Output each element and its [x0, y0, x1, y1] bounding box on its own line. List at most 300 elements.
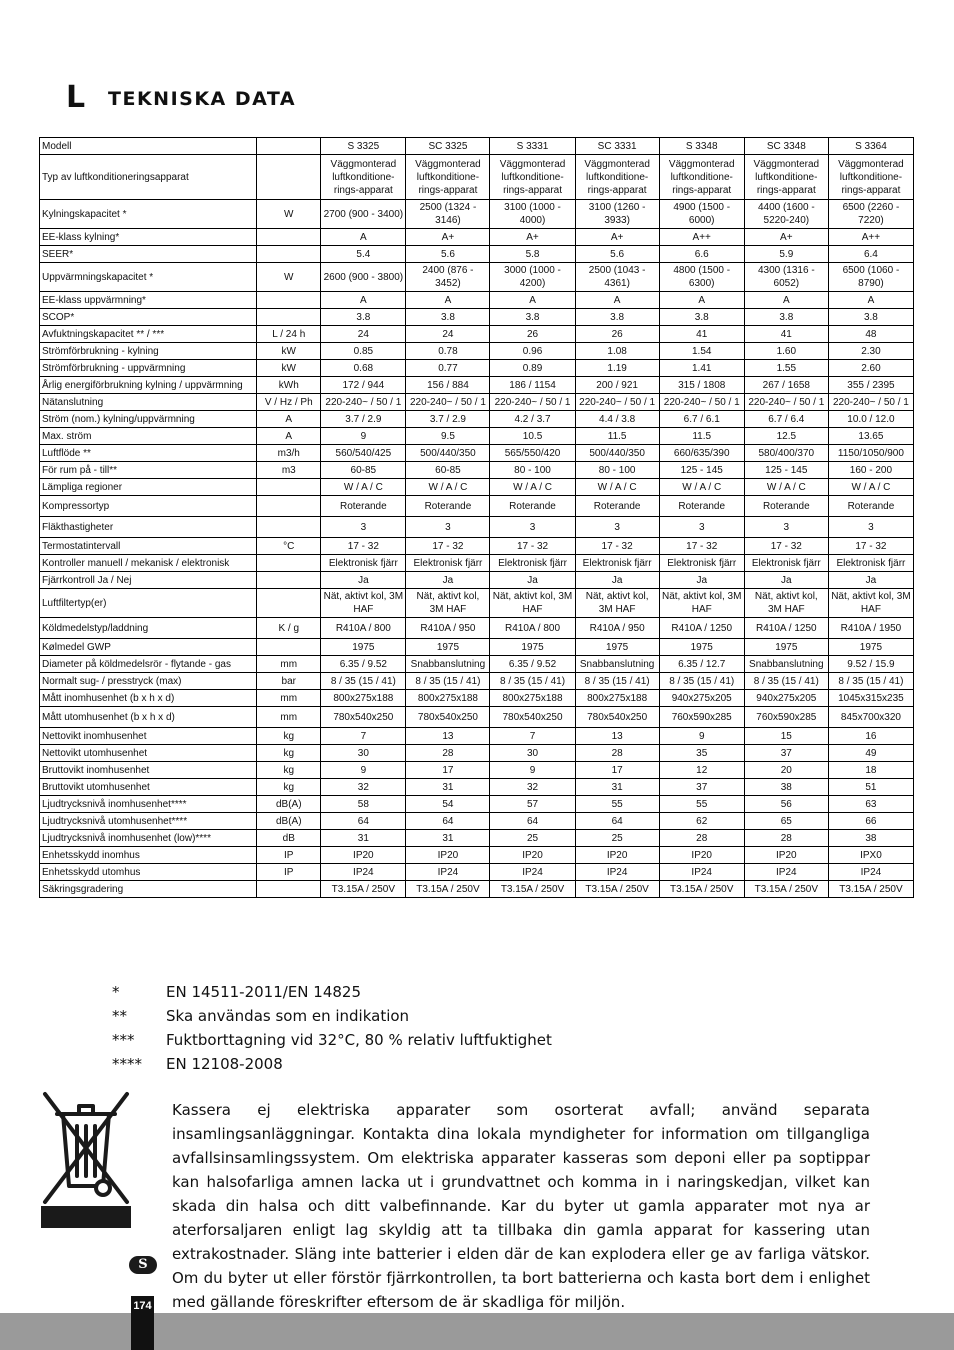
table-row: [40, 263, 914, 292]
table-cell: 3000 (1000 - 4200): [490, 263, 575, 292]
table-row: [40, 428, 914, 445]
table-cell: Roterande: [744, 496, 828, 517]
table-row: [40, 343, 914, 360]
table-cell: 38: [828, 830, 913, 847]
table-cell: 580/400/370: [744, 445, 828, 462]
table-cell: 11.5: [575, 428, 659, 445]
table-cell: 780x540x250: [490, 707, 575, 728]
table-cell: Roterande: [828, 496, 913, 517]
table-cell: Ja: [321, 572, 406, 589]
table-row: [40, 292, 914, 309]
table-cell: W / A / C: [406, 479, 490, 496]
row-unit: kW: [257, 360, 321, 377]
row-label: Bruttovikt utomhusenhet: [40, 779, 257, 796]
table-row: [40, 377, 914, 394]
table-cell: 1975: [828, 639, 913, 656]
table-cell: R410A / 1250: [659, 618, 744, 639]
row-unit: °C: [257, 538, 321, 555]
table-cell: 5.9: [744, 246, 828, 263]
table-cell: 1045x315x235: [828, 690, 913, 707]
footnote-text: Ska användas som en indikation: [166, 1007, 410, 1025]
table-cell: 48: [828, 326, 913, 343]
table-cell: 1.19: [575, 360, 659, 377]
row-unit: K / g: [257, 618, 321, 639]
table-cell: A++: [828, 229, 913, 246]
table-row: [40, 138, 914, 155]
row-label: Lämpliga regioner: [40, 479, 257, 496]
table-cell: 41: [659, 326, 744, 343]
table-cell: 9: [659, 728, 744, 745]
table-cell: 28: [659, 830, 744, 847]
row-unit: m3/h: [257, 445, 321, 462]
row-unit: [257, 639, 321, 656]
table-cell: W / A / C: [490, 479, 575, 496]
table-cell: 800x275x188: [490, 690, 575, 707]
table-row: [40, 246, 914, 263]
table-cell: 2400 (876 - 3452): [406, 263, 490, 292]
row-label: Nettovikt inomhusenhet: [40, 728, 257, 745]
page-number: 174: [133, 1300, 152, 1312]
table-cell: 560/540/425: [321, 445, 406, 462]
table-cell: IPX0: [828, 847, 913, 864]
table-row: [40, 618, 914, 639]
table-cell: Nät, aktivt kol, 3M HAF: [490, 589, 575, 618]
table-cell: A: [744, 292, 828, 309]
table-cell: 3.8: [828, 309, 913, 326]
table-row: [40, 517, 914, 538]
footnote-symbol: ****: [112, 1055, 142, 1073]
table-cell: IP24: [828, 864, 913, 881]
table-cell: 5.4: [321, 246, 406, 263]
row-label: Mått inomhusenhet (b x h x d): [40, 690, 257, 707]
table-cell: 35: [659, 745, 744, 762]
table-row: [40, 830, 914, 847]
table-cell: Elektronisk fjärr: [406, 555, 490, 572]
row-unit: kg: [257, 762, 321, 779]
table-cell: T3.15A / 250V: [321, 881, 406, 898]
table-cell: 1150/1050/900: [828, 445, 913, 462]
table-cell: 8 / 35 (15 / 41): [828, 673, 913, 690]
row-label: Ljudtrycksnivå inomhusenhet (low)****: [40, 830, 257, 847]
table-row: [40, 813, 914, 830]
row-label: Årlig energiförbrukning kylning / uppvärmning: [40, 377, 257, 394]
table-cell: S 3348: [659, 138, 744, 155]
table-cell: 3.8: [575, 309, 659, 326]
table-cell: 315 / 1808: [659, 377, 744, 394]
table-cell: Väggmonterad luftkonditione-rings-apparat: [406, 155, 490, 200]
table-cell: R410A / 950: [406, 618, 490, 639]
row-label: Luftflöde **: [40, 445, 257, 462]
table-cell: 7: [321, 728, 406, 745]
table-cell: Ja: [490, 572, 575, 589]
table-cell: 160 - 200: [828, 462, 913, 479]
table-cell: 3.8: [321, 309, 406, 326]
row-unit: dB: [257, 830, 321, 847]
table-cell: 3100 (1000 - 4000): [490, 200, 575, 229]
row-unit: m3: [257, 462, 321, 479]
table-cell: 60-85: [406, 462, 490, 479]
table-cell: 31: [575, 779, 659, 796]
table-cell: 8 / 35 (15 / 41): [490, 673, 575, 690]
row-unit: IP: [257, 864, 321, 881]
table-cell: 3.7 / 2.9: [321, 411, 406, 428]
table-cell: 125 - 145: [659, 462, 744, 479]
table-cell: 9: [490, 762, 575, 779]
table-row: [40, 656, 914, 673]
table-cell: IP24: [575, 864, 659, 881]
table-cell: 37: [659, 779, 744, 796]
table-cell: 9.52 / 15.9: [828, 656, 913, 673]
table-row: [40, 847, 914, 864]
table-cell: Väggmonterad luftkonditione-rings-apparat: [575, 155, 659, 200]
table-cell: 0.96: [490, 343, 575, 360]
table-cell: 8 / 35 (15 / 41): [744, 673, 828, 690]
table-cell: Nät, aktivt kol, 3M HAF: [659, 589, 744, 618]
row-unit: [257, 496, 321, 517]
table-cell: 24: [406, 326, 490, 343]
table-cell: 6.35 / 12.7: [659, 656, 744, 673]
table-cell: Väggmonterad luftkonditione-rings-apparat: [828, 155, 913, 200]
table-cell: IP20: [321, 847, 406, 864]
table-row: [40, 496, 914, 517]
table-cell: 31: [321, 830, 406, 847]
row-label: Ljudtrycksnivå utomhusenhet****: [40, 813, 257, 830]
row-label: Mått utomhusenhet (b x h x d): [40, 707, 257, 728]
footnote: [112, 1052, 552, 1076]
table-cell: 1.41: [659, 360, 744, 377]
table-cell: SC 3348: [744, 138, 828, 155]
table-row: [40, 779, 914, 796]
row-unit: [257, 229, 321, 246]
table-cell: 58: [321, 796, 406, 813]
row-label: Kontroller manuell / mekanisk / elektronisk: [40, 555, 257, 572]
table-row: [40, 589, 914, 618]
row-label: Modell: [40, 138, 257, 155]
table-cell: 6.4: [828, 246, 913, 263]
table-cell: 220-240~ / 50 / 1: [744, 394, 828, 411]
table-cell: 1.08: [575, 343, 659, 360]
table-cell: 3100 (1260 - 3933): [575, 200, 659, 229]
table-cell: A+: [744, 229, 828, 246]
row-unit: [257, 572, 321, 589]
table-cell: 2700 (900 - 3400): [321, 200, 406, 229]
table-cell: 940x275x205: [659, 690, 744, 707]
table-cell: 1.54: [659, 343, 744, 360]
row-label: Avfuktningskapacitet ** / ***: [40, 326, 257, 343]
table-cell: 1975: [321, 639, 406, 656]
table-cell: 6.6: [659, 246, 744, 263]
table-cell: 11.5: [659, 428, 744, 445]
table-cell: 5.6: [575, 246, 659, 263]
table-cell: 660/635/390: [659, 445, 744, 462]
table-cell: 17: [406, 762, 490, 779]
row-label: Bruttovikt inomhusenhet: [40, 762, 257, 779]
table-cell: 1975: [659, 639, 744, 656]
table-cell: 17 - 32: [321, 538, 406, 555]
table-cell: T3.15A / 250V: [828, 881, 913, 898]
footnote-symbol: *: [112, 983, 120, 1001]
footnote-symbol: ***: [112, 1031, 135, 1049]
table-cell: 220-240~ / 50 / 1: [321, 394, 406, 411]
table-cell: 3.8: [744, 309, 828, 326]
table-cell: A: [490, 292, 575, 309]
table-cell: 4400 (1600 - 5220-240): [744, 200, 828, 229]
row-unit: [257, 138, 321, 155]
row-label: Säkringsgradering: [40, 881, 257, 898]
table-cell: 25: [490, 830, 575, 847]
crossed-out-wheelie-bin-icon: [41, 1088, 131, 1206]
table-cell: 500/440/350: [575, 445, 659, 462]
table-cell: Nät, aktivt kol, 3M HAF: [744, 589, 828, 618]
table-cell: Ja: [828, 572, 913, 589]
table-cell: Roterande: [406, 496, 490, 517]
table-cell: T3.15A / 250V: [406, 881, 490, 898]
table-cell: T3.15A / 250V: [490, 881, 575, 898]
table-cell: 38: [744, 779, 828, 796]
table-cell: Elektronisk fjärr: [744, 555, 828, 572]
row-unit: W: [257, 263, 321, 292]
row-label: Typ av luftkonditioneringsapparat: [40, 155, 257, 200]
table-cell: 6.7 / 6.1: [659, 411, 744, 428]
table-cell: A+: [575, 229, 659, 246]
table-cell: 220-240~ / 50 / 1: [828, 394, 913, 411]
table-cell: 5.6: [406, 246, 490, 263]
table-cell: Ja: [406, 572, 490, 589]
table-cell: IP20: [406, 847, 490, 864]
table-cell: R410A / 800: [490, 618, 575, 639]
table-cell: 60-85: [321, 462, 406, 479]
table-cell: 940x275x205: [744, 690, 828, 707]
table-row: [40, 326, 914, 343]
table-cell: 80 - 100: [575, 462, 659, 479]
table-cell: SC 3331: [575, 138, 659, 155]
table-cell: A++: [659, 229, 744, 246]
table-cell: Elektronisk fjärr: [575, 555, 659, 572]
row-unit: A: [257, 428, 321, 445]
table-cell: Roterande: [575, 496, 659, 517]
table-cell: 156 / 884: [406, 377, 490, 394]
table-cell: 17 - 32: [659, 538, 744, 555]
table-cell: 13: [406, 728, 490, 745]
table-cell: 3: [575, 517, 659, 538]
table-cell: 2.30: [828, 343, 913, 360]
table-row: [40, 745, 914, 762]
row-unit: mm: [257, 690, 321, 707]
row-unit: [257, 555, 321, 572]
table-cell: 500/440/350: [406, 445, 490, 462]
table-cell: 12.5: [744, 428, 828, 445]
row-label: Nätanslutning: [40, 394, 257, 411]
footnote: [112, 1004, 552, 1028]
table-cell: R410A / 800: [321, 618, 406, 639]
table-cell: R410A / 1950: [828, 618, 913, 639]
table-cell: 4300 (1316 - 6052): [744, 263, 828, 292]
footnote-text: EN 12108-2008: [166, 1055, 283, 1073]
table-cell: S 3364: [828, 138, 913, 155]
row-label: EE-klass kylning*: [40, 229, 257, 246]
table-cell: 7: [490, 728, 575, 745]
row-label: Köldmedelstyp/laddning: [40, 618, 257, 639]
table-cell: 0.68: [321, 360, 406, 377]
table-cell: 760x590x285: [659, 707, 744, 728]
row-label: Kompressortyp: [40, 496, 257, 517]
row-label: Kølmedel GWP: [40, 639, 257, 656]
table-cell: W / A / C: [321, 479, 406, 496]
row-label: Diameter på köldmedelsrör - flytande - gas: [40, 656, 257, 673]
table-cell: Roterande: [490, 496, 575, 517]
table-cell: Elektronisk fjärr: [321, 555, 406, 572]
table-cell: S 3331: [490, 138, 575, 155]
table-cell: 26: [490, 326, 575, 343]
row-label: Enhetsskydd inomhus: [40, 847, 257, 864]
table-cell: 56: [744, 796, 828, 813]
table-row: [40, 864, 914, 881]
footnote-text: Fuktborttagning vid 32°C, 80 % relativ luftfuktighet: [166, 1031, 552, 1049]
row-label: SCOP*: [40, 309, 257, 326]
table-cell: 8 / 35 (15 / 41): [406, 673, 490, 690]
table-cell: 565/550/420: [490, 445, 575, 462]
table-cell: IP24: [659, 864, 744, 881]
row-unit: kWh: [257, 377, 321, 394]
table-row: [40, 572, 914, 589]
table-cell: 6500 (1060 - 8790): [828, 263, 913, 292]
table-cell: Roterande: [321, 496, 406, 517]
row-unit: bar: [257, 673, 321, 690]
row-label: Uppvärmningskapacitet *: [40, 263, 257, 292]
table-cell: Nät, aktivt kol, 3M HAF: [575, 589, 659, 618]
table-cell: W / A / C: [659, 479, 744, 496]
table-cell: 0.85: [321, 343, 406, 360]
table-row: [40, 762, 914, 779]
footnote-text: EN 14511-2011/EN 14825: [166, 983, 362, 1001]
table-cell: 54: [406, 796, 490, 813]
footnotes: [112, 980, 552, 1076]
table-cell: W / A / C: [744, 479, 828, 496]
table-cell: 10.5: [490, 428, 575, 445]
table-cell: 15: [744, 728, 828, 745]
row-unit: mm: [257, 707, 321, 728]
table-cell: 355 / 2395: [828, 377, 913, 394]
table-cell: 63: [828, 796, 913, 813]
disposal-paragraph: Kassera ej elektriska apparater som osorterat avfall; använd separata insamlingsanläggningar. Kontakta dina lokala myndigheter for information om tillgangliga avfallsinsamlingssystem. Om elektriska apparater kasseras som deponi eller pa soptippar kan halsofarliga amnen lacka ut i grundvattnet och komma in i naringskedjan, vilket kan skada din halsa och ditt valbefinnande. Kar du byter ut gamla apparater mot nya ar aterforsaljaren enligt lag skyldig att ta tillbaka din gamla apparat for kassering utan extrakostnader. Släng inte batterier i elden där de kan explodera eller ge av farliga vätskor. Om du byter ut eller förstör fjärrkontrollen, ta bort batterierna och kasta bort dem i enlighet med gällande föreskrifter eftersom de är skadliga för miljön.: [172, 1101, 870, 1311]
table-cell: 55: [575, 796, 659, 813]
row-unit: [257, 155, 321, 200]
table-cell: 9: [321, 428, 406, 445]
table-cell: 780x540x250: [321, 707, 406, 728]
table-cell: 3.8: [490, 309, 575, 326]
table-cell: 32: [321, 779, 406, 796]
table-cell: Nät, aktivt kol, 3M HAF: [406, 589, 490, 618]
table-cell: 125 - 145: [744, 462, 828, 479]
table-cell: 1.60: [744, 343, 828, 360]
table-cell: 25: [575, 830, 659, 847]
table-cell: 28: [406, 745, 490, 762]
table-cell: 13.65: [828, 428, 913, 445]
table-cell: Ja: [744, 572, 828, 589]
table-cell: 1975: [490, 639, 575, 656]
table-cell: 17 - 32: [406, 538, 490, 555]
table-cell: T3.15A / 250V: [659, 881, 744, 898]
table-cell: 51: [828, 779, 913, 796]
table-cell: 13: [575, 728, 659, 745]
table-cell: 24: [321, 326, 406, 343]
table-cell: A+: [490, 229, 575, 246]
table-cell: 3: [744, 517, 828, 538]
row-unit: kg: [257, 779, 321, 796]
row-unit: kg: [257, 745, 321, 762]
table-cell: A: [659, 292, 744, 309]
table-cell: 220-240~ / 50 / 1: [406, 394, 490, 411]
table-cell: 9.5: [406, 428, 490, 445]
table-row: [40, 462, 914, 479]
row-unit: A: [257, 411, 321, 428]
row-label: Strömförbrukning - kylning: [40, 343, 257, 360]
table-cell: IP20: [744, 847, 828, 864]
table-cell: 800x275x188: [575, 690, 659, 707]
row-unit: [257, 309, 321, 326]
row-unit: kW: [257, 343, 321, 360]
table-row: [40, 881, 914, 898]
table-cell: 16: [828, 728, 913, 745]
table-cell: 6.7 / 6.4: [744, 411, 828, 428]
row-unit: [257, 517, 321, 538]
table-cell: IP24: [490, 864, 575, 881]
row-label: Fläkthastigheter: [40, 517, 257, 538]
table-cell: Ja: [659, 572, 744, 589]
weee-symbol: [41, 1088, 131, 1228]
table-cell: A: [321, 229, 406, 246]
table-cell: IP20: [659, 847, 744, 864]
table-cell: W / A / C: [828, 479, 913, 496]
table-cell: 49: [828, 745, 913, 762]
table-cell: 66: [828, 813, 913, 830]
row-label: EE-klass uppvärmning*: [40, 292, 257, 309]
table-row: [40, 707, 914, 728]
table-cell: T3.15A / 250V: [575, 881, 659, 898]
table-cell: 845x700x320: [828, 707, 913, 728]
table-row: [40, 639, 914, 656]
table-cell: IP24: [406, 864, 490, 881]
table-cell: 17 - 32: [744, 538, 828, 555]
table-cell: 17: [575, 762, 659, 779]
table-cell: 1975: [575, 639, 659, 656]
table-cell: 3: [659, 517, 744, 538]
table-cell: 3.7 / 2.9: [406, 411, 490, 428]
table-cell: 65: [744, 813, 828, 830]
row-label: För rum på - till**: [40, 462, 257, 479]
table-cell: 1975: [406, 639, 490, 656]
table-cell: 8 / 35 (15 / 41): [659, 673, 744, 690]
table-cell: Elektronisk fjärr: [828, 555, 913, 572]
row-label: Enhetsskydd utomhus: [40, 864, 257, 881]
table-row: [40, 394, 914, 411]
footnote: [112, 1028, 552, 1052]
table-cell: 220-240~ / 50 / 1: [659, 394, 744, 411]
table-cell: S 3325: [321, 138, 406, 155]
table-body: [40, 138, 914, 898]
row-label: Max. ström: [40, 428, 257, 445]
table-cell: 3.8: [659, 309, 744, 326]
table-cell: 186 / 1154: [490, 377, 575, 394]
table-cell: 9: [321, 762, 406, 779]
table-cell: 64: [490, 813, 575, 830]
table-cell: 220-240~ / 50 / 1: [575, 394, 659, 411]
table-row: [40, 155, 914, 200]
table-cell: R410A / 1250: [744, 618, 828, 639]
row-unit: kg: [257, 728, 321, 745]
row-unit: [257, 246, 321, 263]
table-cell: 2500 (1324 - 3146): [406, 200, 490, 229]
